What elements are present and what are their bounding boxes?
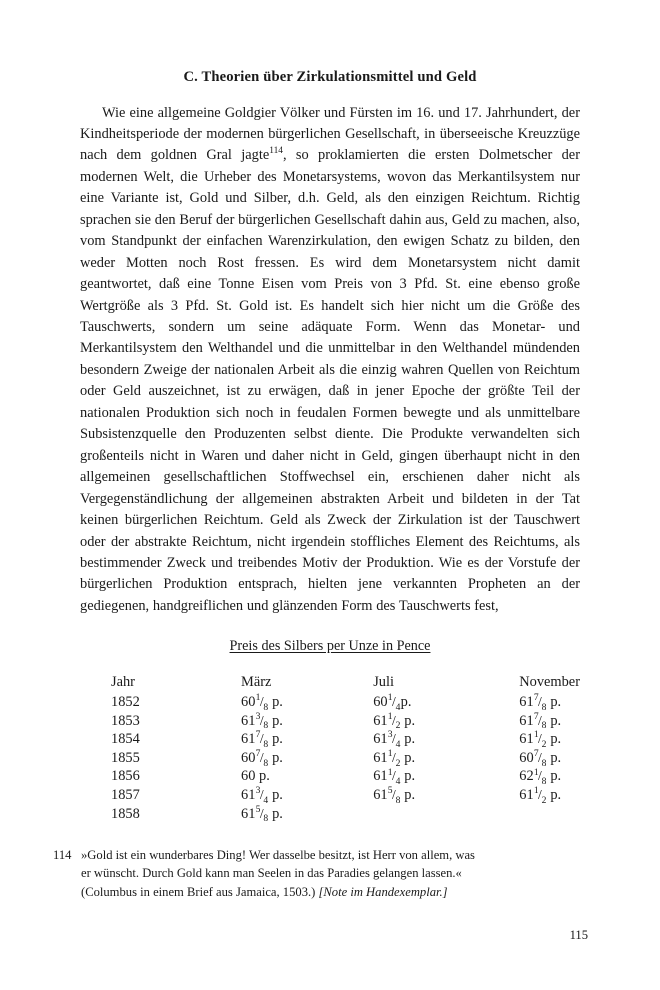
price-value: $61^3/_4$ p. (241, 785, 283, 806)
cell-maerz (241, 693, 373, 712)
cell-maerz (241, 786, 373, 805)
fraction-slash: / (259, 693, 264, 709)
table-caption (80, 617, 580, 655)
page-title: C. Theorien über Zirkulationsmittel und Geld (183, 69, 477, 85)
cell-maerz (241, 712, 373, 731)
table-header-row (111, 673, 580, 693)
table-row (111, 749, 580, 768)
cell-year: 1852 (111, 693, 140, 710)
fraction-numerator: 1 (255, 692, 261, 704)
table-row (111, 805, 580, 824)
cell-maerz (241, 805, 373, 824)
price-value: $61^7/_8$ p. (241, 729, 283, 751)
fraction-denominator: 8 (541, 701, 547, 713)
cell-year: 1856 (111, 768, 140, 785)
fraction-slash: / (259, 805, 264, 821)
footnote-row (53, 846, 588, 901)
price-value: $61^1/_4$ p. (373, 766, 416, 788)
fraction-denominator: 8 (541, 757, 547, 769)
fraction-denominator: 8 (263, 720, 269, 732)
fraction-numerator: 1 (533, 785, 539, 797)
fraction-numerator: 1 (387, 710, 393, 722)
price-value: $61^1/_2$ p. (373, 747, 416, 769)
fraction-slash: / (538, 768, 542, 784)
price-value: $61^7/_8$ p. (519, 692, 562, 713)
fraction-numerator: 1 (533, 729, 539, 741)
fraction-slash: / (538, 693, 542, 709)
footnote-editorial-note: [Note im Handexemplar.] (318, 884, 448, 899)
fraction-slash: / (259, 786, 264, 802)
fraction-slash: / (391, 768, 396, 784)
fraction-slash: / (259, 749, 264, 765)
fraction-denominator: 4 (395, 739, 401, 751)
cell-year: 1855 (111, 749, 140, 766)
table-caption-text: Preis des Silbers per Unze in Pence (229, 638, 431, 655)
footnote-line-3 (81, 883, 588, 901)
silver-price-table (111, 673, 580, 823)
fraction-slash: / (538, 786, 542, 802)
body-paragraph (80, 87, 580, 618)
cell-november (519, 749, 580, 768)
fraction-denominator: 8 (541, 720, 547, 732)
fraction-slash: / (538, 731, 542, 747)
fraction-denominator: 2 (395, 720, 401, 732)
column-header-jahr: Jahr (111, 674, 135, 691)
price-value: $61^3/_8$ p. (241, 710, 283, 732)
fraction-numerator: 1 (387, 747, 393, 759)
cell-november (519, 786, 580, 805)
fraction-denominator: 4 (263, 794, 269, 806)
page-content (80, 0, 580, 823)
fraction-numerator: 5 (255, 803, 261, 815)
price-value: $61^1/_2$ p. (519, 729, 562, 751)
column-header-juli: Juli (373, 674, 394, 691)
cell-year: 1858 (111, 805, 140, 822)
price-value: $61^3/_4$ p. (373, 729, 416, 751)
footnote-reference-114[interactable]: 114 (269, 146, 283, 157)
price-value: $60^7/_8$ p. (241, 747, 283, 769)
cell-juli (373, 730, 519, 749)
fraction-numerator: 5 (387, 785, 393, 797)
fraction-denominator: 2 (395, 757, 401, 769)
fraction-slash: / (538, 712, 542, 728)
fraction-numerator: 7 (533, 747, 539, 759)
fraction-denominator: 4 (395, 776, 401, 788)
cell-juli (373, 712, 519, 731)
fraction-denominator: 8 (263, 757, 269, 769)
page-number: 115 (569, 928, 588, 942)
footnote-line-2: er wünscht. Durch Gold kann man Seelen in das Paradies gelangen lassen.« (81, 866, 462, 881)
fraction-denominator: 8 (263, 813, 269, 825)
fraction-numerator: 1 (533, 766, 539, 778)
price-value: $60^1/_8$ p. (241, 692, 283, 713)
cell-juli (373, 786, 519, 805)
column-header-november: November (519, 674, 580, 691)
fraction-denominator: 8 (263, 739, 269, 751)
cell-november (519, 767, 580, 786)
price-value: $61^7/_8$ p. (519, 710, 562, 732)
price-value: $60^7/_8$ p. (519, 747, 562, 769)
fraction-slash: / (391, 693, 396, 709)
cell-maerz (241, 749, 373, 768)
fraction-slash: / (391, 786, 396, 802)
fraction-numerator: 3 (387, 729, 393, 741)
fraction-slash: / (391, 731, 396, 747)
fraction-numerator: 3 (255, 785, 261, 797)
cell-year: 1854 (111, 731, 140, 748)
column-header-maerz: März (241, 674, 272, 691)
fraction-denominator: 2 (541, 794, 547, 806)
cell-year: 1857 (111, 786, 140, 803)
fraction-numerator: 1 (387, 766, 393, 778)
fraction-slash: / (259, 731, 264, 747)
cell-juli (373, 767, 519, 786)
price-value: $61^5/_8$ p. (373, 785, 416, 806)
fraction-slash: / (391, 749, 396, 765)
cell-november (519, 693, 580, 712)
cell-year: 1853 (111, 712, 140, 729)
price-value: $61^1/_2$ p. (373, 710, 416, 732)
fraction-slash: / (538, 749, 542, 765)
footnote-marker: 114 (53, 848, 72, 862)
fraction-denominator: 8 (263, 701, 269, 713)
cell-juli (373, 805, 519, 824)
fraction-numerator: 1 (387, 692, 393, 704)
table-body (111, 693, 580, 823)
cell-november (519, 730, 580, 749)
table-row (111, 693, 580, 712)
price-value: $61^1/_2$ p. (519, 785, 562, 806)
fraction-numerator: 7 (255, 729, 261, 741)
fraction-slash: / (391, 712, 396, 728)
fraction-numerator: 7 (255, 747, 261, 759)
fraction-numerator: 7 (533, 692, 539, 704)
fraction-denominator: 8 (541, 776, 547, 788)
table-row (111, 786, 580, 805)
table-row (111, 712, 580, 731)
footnote-text (81, 846, 588, 901)
footnote-source: (Columbus in einem Brief aus Jamaica, 1503.) (81, 884, 319, 899)
footnote-line-1: »Gold ist ein wunderbares Ding! Wer dasselbe besitzt, ist Herr von allem, was (81, 848, 475, 862)
cell-november (519, 805, 580, 824)
price-value: 60 p. (241, 768, 270, 785)
fraction-denominator: 4 (395, 701, 401, 713)
cell-maerz (241, 730, 373, 749)
fraction-numerator: 7 (533, 710, 539, 722)
cell-juli (373, 749, 519, 768)
body-paragraph-part-1: Wie eine allgemeine Goldgier Völker und Fürsten im 16. und 17. Jahrhundert, der Kindheitsperiode der modernen bürgerlichen Gesellschaft, in überseeische Kreuzzüge nach dem goldnen Gral jagte (80, 104, 580, 164)
fraction-denominator: 2 (541, 739, 547, 751)
cell-november (519, 712, 580, 731)
table-row (111, 730, 580, 749)
cell-juli (373, 693, 519, 712)
fraction-denominator: 8 (395, 794, 401, 806)
cell-maerz (241, 767, 373, 786)
price-value: $60^1/_4p$. (373, 692, 412, 713)
fraction-numerator: 3 (255, 710, 261, 722)
price-value: $61^5/_8$ p. (241, 803, 283, 825)
footnote-114 (53, 846, 588, 901)
body-paragraph-part-2: , so proklamierten die ersten Dolmetscher der modernen Welt, die Urheber des Monetarsystems, wovon das Merkantilsystem nur eine Variante ist, Gold und Silber, d.h. Geld, als den einzigen Reichtum. Richtig sprachen sie den Beruf der bürgerlichen Gesellschaft dahin aus, Geld zu machen, also, vom Standpunkt der einfachen Warenzirkulation, den ewigen Schatz zu bilden, den weder Motten noch Rost fressen. Es wird dem Monetarsystem nicht damit geantwortet, daß eine Tonne Eisen vom Preis von 3 Pfd. St. eine ebenso große Wertgröße als 3 Pfd. St. Gold ist. Es handelt sich hier nicht um die Größe des Tauschwerts, sondern um seine adäquate Form. Wenn das Monetar- und Merkantilsystem den Welthandel und die unmittelbar in den Welthandel mündenden besondern Zweige der nationalen Arbeit als die einzig wahren Quellen von Reichtum oder Geld auszeichnet, ist zu erwägen, daß in jener Epoche der größte Teil der nationalen Produktion sich noch in feudalen Formen bewegte und als unmittelbare Subsistenzquelle den Produzenten selbst diente. Die Produkte verwandelten sich großenteils nicht in Waren und daher nicht in Geld, gingen überhaupt nicht in den allgemeinen gesellschaftlichen Stoffwechsel ein, erschienen daher nicht als Vergegenständlichung der allgemeinen abstrakten Arbeit und bildeten in der Tat keinen bürgerlichen Reichtum. Geld als Zweck der Zirkulation ist der Tauschwert oder der abstrakte Reichtum, nicht irgendein stoffliches Element des Reichtums, als bestimmender Zweck und treibendes Motiv der Produktion. Wie es der Vorstufe der bürgerlichen Produktion entsprach, hielten jene verkannten Propheten an der gediegenen, handgreiflichen und glänzenden Form des Tauschwerts fest, (80, 147, 580, 614)
price-value: $62^1/_8$ p. (519, 766, 562, 788)
fraction-slash: / (259, 712, 264, 728)
table-row (111, 767, 580, 786)
